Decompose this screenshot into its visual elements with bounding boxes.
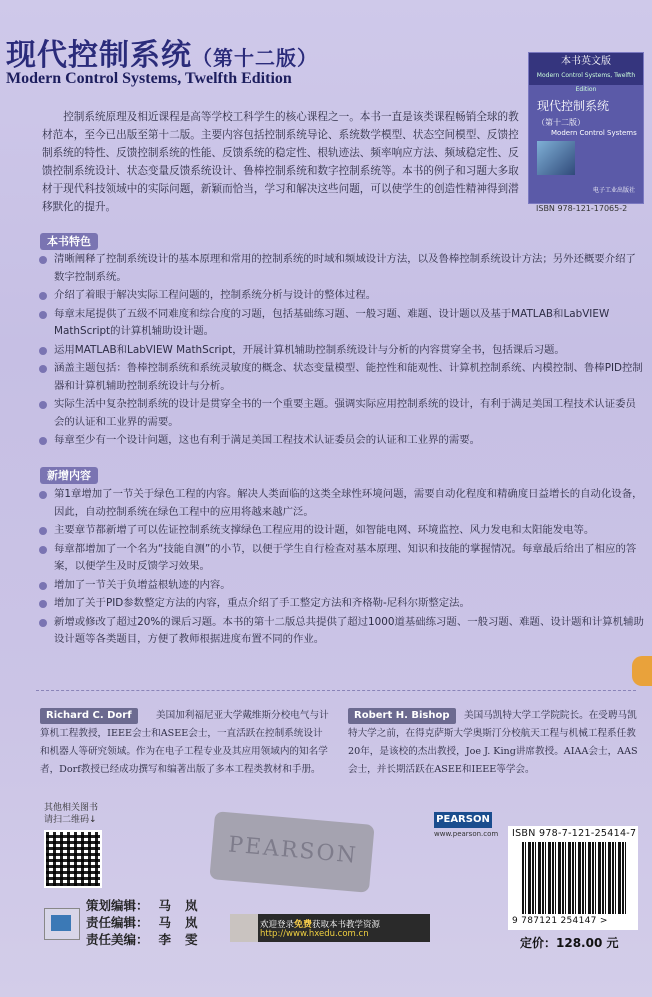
resource-banner[interactable] <box>230 914 430 942</box>
hx-logo-icon <box>230 914 258 942</box>
book-title-zh: 现代控制系统 <box>6 38 192 73</box>
editors-block <box>86 897 212 948</box>
features-list <box>36 251 646 451</box>
book-title-en: Modern Control Systems, Twelfth Edition <box>6 70 292 87</box>
barcode-bars <box>522 842 626 914</box>
banner-url[interactable]: http://www.hxedu.com.cn <box>260 929 369 939</box>
english-edition-isbn: ISBN 978-121-17065-2 <box>536 204 628 213</box>
cover-band-label: 本书英文版 <box>561 56 611 67</box>
list-item: 新增或修改了超过20%的课后习题。本书的第十二版总共提供了超过1000道基础练习题、一般习题、难题、设计题和计算机辅助设计题等各类题目，方便了教师根据进度布置不同的作业。 <box>36 614 646 649</box>
author-bio-bishop: 美国马凯特大学工学院院长。在受聘马凯特大学之前，在得克萨斯大学奥斯汀分校航天工程与机械工程系任教20年，是该校的杰出教授，Joe J. King讲席教授。AIAA会士，AAS会士，并长期活跃在ASEE和IEEE等学会。 <box>348 710 638 775</box>
pearson-url[interactable]: www.pearson.com <box>434 830 499 838</box>
book-edition-zh: （第十二版） <box>192 46 318 70</box>
banner-line1: 欢迎登录免费获取本书教学资源 <box>260 920 381 930</box>
list-item: 主要章节都新增了可以佐证控制系统支撑绿色工程应用的设计题，如智能电网、环境监控、风力发电和太阳能发电等。 <box>36 522 646 540</box>
editor-row: 责任美编： 李雯 <box>86 932 212 947</box>
list-item: 运用MATLAB和LabVIEW MathScript，开展计算机辅助控制系统设计与分析的内容贯穿全书，包括课后习题。 <box>36 342 646 360</box>
editor-row: 策划编辑： 马岚 <box>86 898 212 913</box>
publisher-logo <box>44 908 80 940</box>
pearson-logo: PEARSON <box>434 812 492 828</box>
list-item: 每章都增加了一个名为“技能自测”的小节，以便于学生自行检查对基本原理、知识和技能的掌握情况。每章最后给出了相应的答案，以便学生及时反馈学习效果。 <box>36 541 646 576</box>
pearson-watermark: PEARSON <box>209 811 374 893</box>
section-divider <box>36 690 636 691</box>
cover-band-small: Modern Control Systems, Twelfth Edition <box>536 72 636 93</box>
cover-publisher: 电子工业出版社 <box>593 187 636 194</box>
english-edition-cover <box>528 52 644 204</box>
list-item: 每章末尾提供了五级不同难度和综合度的习题，包括基础练习题、一般习题、难题、设计题以及基于MATLAB和LabVIEW MathScript的计算机辅助设计题。 <box>36 306 646 341</box>
qr-code[interactable] <box>44 830 102 888</box>
cover-title-sub: （第十二版） <box>537 118 585 127</box>
list-item: 增加了关于PID参数整定方法的内容，重点介绍了手工整定方法和齐格勒-尼科尔斯整定法。 <box>36 595 646 613</box>
barcode <box>508 826 638 930</box>
intro-paragraph: 控制系统原理及相近课程是高等学校工科学生的核心课程之一。本书一直是该类课程畅销全球的教材范本，至今已出版至第十二版。主要内容包括控制系统导论、系统数学模型、状态空间模型、反馈控制系统的特性、反馈控制系统的性能、反馈系统的稳定性、根轨迹法、频率响应方法、频域稳定性、反馈控制系统设计、状态变量反馈系统设计、鲁棒控制系统和数字控制系统等。本书的例子和习题大多取材于现代科技领域中的实际问题，新颖而恰当，学习和解决这些问题，可以使学生的创造性精神得到潜移默化的提升。 <box>42 111 519 213</box>
cover-band <box>529 53 643 93</box>
book-title <box>6 30 318 74</box>
price: 定价：128.00 元 <box>520 936 619 950</box>
cover-en-small: Modern Control Systems <box>551 129 637 137</box>
barcode-number: 9 787121 254147 > <box>512 916 608 926</box>
new-content-label: 新增内容 <box>40 467 98 484</box>
list-item: 实际生活中复杂控制系统的设计是贯穿全书的一个重要主题。强调实际应用控制系统的设计，有利于满足美国工程技术认证委员会的认证和工业界的需要。 <box>36 396 646 431</box>
list-item: 增加了一节关于负增益根轨迹的内容。 <box>36 577 646 595</box>
editor-row: 责任编辑： 马岚 <box>86 915 212 930</box>
qr-label: 其他相关图书 请扫二维码↓ <box>44 803 99 825</box>
features-label: 本书特色 <box>40 233 98 250</box>
new-content-list <box>36 486 646 650</box>
barcode-isbn: ISBN 978-7-121-25414-7 <box>512 828 637 839</box>
list-item: 介绍了着眼于解决实际工程问题的，控制系统分析与设计的整体过程。 <box>36 287 646 305</box>
author-name-dorf: Richard C. Dorf <box>40 708 138 724</box>
author-bio-dorf: 美国加利福尼亚大学戴维斯分校电气与计算机工程教授，IEEE会士和ASEE会士，一直活跃在控制系统设计和机器人等研究领域。作为在电子工程专业及其应用领域内的知名学者，Dorf教授已经成功撰写和编著出版了多本工程类教材和手册。 <box>40 710 329 775</box>
cover-image <box>537 141 575 175</box>
list-item: 清晰阐释了控制系统设计的基本原理和常用的控制系统的时域和频域设计方法，以及鲁棒控制系统设计方法；另外还概要介绍了数字控制系统。 <box>36 251 646 286</box>
list-item: 涵盖主题包括：鲁棒控制系统和系统灵敏度的概念、状态变量模型、能控性和能观性、计算机控制系统、内模控制、鲁棒PID控制器和计算机辅助控制系统设计与分析。 <box>36 360 646 395</box>
orange-tab <box>632 656 652 686</box>
cover-title: 现代控制系统 （第十二版） <box>537 99 610 127</box>
list-item: 每章至少有一个设计问题，这也有利于满足美国工程技术认证委员会的认证和工业界的需要。 <box>36 432 646 450</box>
author-name-bishop: Robert H. Bishop <box>348 708 456 724</box>
list-item: 第1章增加了一节关于绿色工程的内容。解决人类面临的这类全球性环境问题，需要自动化程度和精确度日益增长的自动化设备，因此，自动控制系统在绿色工程中的应用将越来越广泛。 <box>36 486 646 521</box>
